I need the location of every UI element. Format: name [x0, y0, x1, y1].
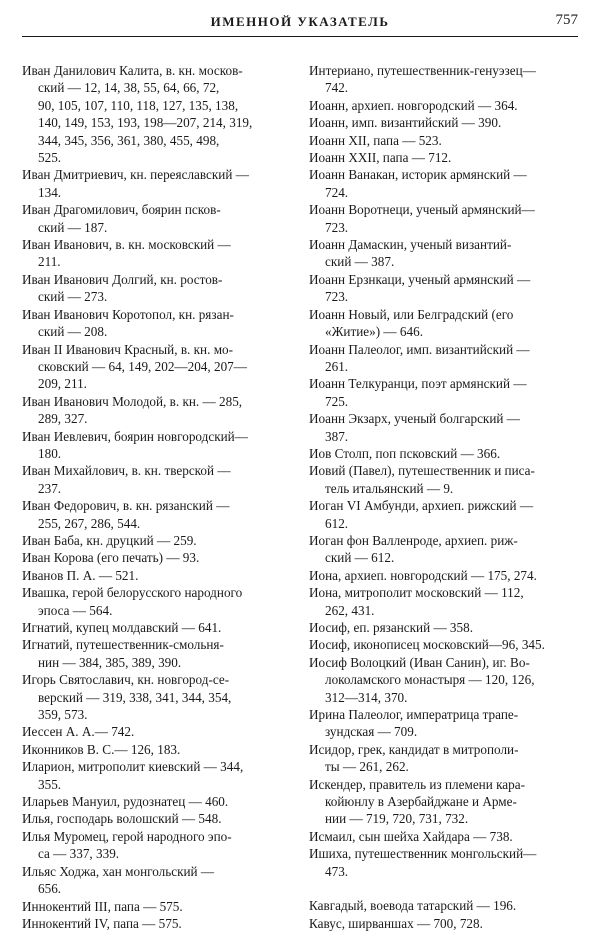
- index-entry: [22, 671, 294, 723]
- index-entry-line: Иван Данилович Калита, в. кн. москов-: [22, 63, 243, 78]
- index-entry: [309, 619, 581, 636]
- index-entry: [309, 462, 581, 497]
- index-entry-line: Иоанн Дамаскин, ученый византий-: [309, 237, 512, 253]
- index-entry: [309, 166, 581, 201]
- index-entry: [22, 462, 294, 497]
- index-entry: [22, 236, 294, 271]
- index-entry: [22, 62, 294, 166]
- page-number: 757: [555, 12, 578, 28]
- index-entry: [309, 636, 581, 653]
- index-entry-line: 355.: [38, 776, 62, 792]
- left-column: [22, 62, 294, 932]
- index-entry-line: Иван Иванович Коротопол, кн. рязан-: [22, 306, 234, 322]
- index-entry: [309, 497, 581, 532]
- index-entry: [22, 898, 294, 915]
- index-entry: [22, 741, 294, 758]
- index-entry-line: Иона, митрополит московский — 112,: [309, 585, 524, 601]
- index-entry: [22, 619, 294, 636]
- index-entry: [309, 567, 581, 584]
- index-entry-line: 525.: [38, 150, 62, 166]
- index-entry: [309, 706, 581, 741]
- index-entry: [22, 532, 294, 549]
- index-entry-line: 312—314, 370.: [325, 689, 408, 705]
- index-entry-line: Исидор, грек, кандидат в митрополи-: [309, 741, 519, 757]
- index-entry-line: Игорь Святославич, кн. новгород-се-: [22, 672, 230, 688]
- index-entry: [309, 532, 581, 567]
- index-entry: [309, 845, 581, 880]
- letter-section-gap: [309, 880, 581, 897]
- index-entry-line: эпоса — 564.: [38, 602, 113, 618]
- index-entry: [309, 306, 581, 341]
- index-entry: [309, 410, 581, 445]
- index-entry-line: Иван Корова (его печать) — 93.: [22, 550, 200, 566]
- index-entry: [22, 166, 294, 201]
- index-entry-line: Иконников В. С.— 126, 183.: [22, 741, 181, 757]
- index-entry-line: Илья, господарь волошский — 548.: [22, 811, 222, 827]
- index-entry-line: 211.: [38, 254, 61, 270]
- index-entry-line: Иессен А. А.— 742.: [22, 724, 135, 740]
- index-entry-line: 90, 105, 107, 110, 118, 127, 135, 138,: [38, 97, 239, 113]
- index-entry-line: Иоган фон Валленроде, архиеп. риж-: [309, 532, 518, 548]
- index-entry: [22, 271, 294, 306]
- index-entry: [309, 375, 581, 410]
- index-entry-line: нин — 384, 385, 389, 390.: [38, 654, 182, 670]
- index-entry: [309, 97, 581, 114]
- index-entry-line: Иоанн, архиеп. новгородский — 364.: [309, 97, 518, 113]
- index-entry: [309, 132, 581, 149]
- index-entry: [309, 236, 581, 271]
- index-entry-line: Иоанн Палеолог, имп. византийский —: [309, 341, 530, 357]
- index-entry-line: Иосиф Волоцкий (Иван Санин), иг. Во-: [309, 654, 530, 670]
- index-entry-line: ский — 612.: [325, 550, 395, 566]
- right-column: [309, 62, 581, 932]
- index-entry-line: Иоанн, имп. византийский — 390.: [309, 115, 502, 131]
- index-entry: [22, 341, 294, 393]
- index-entry: [309, 114, 581, 131]
- index-entry-line: Иван II Иванович Красный, в. кн. мо-: [22, 341, 234, 357]
- index-entry-line: локоламского монастыря — 120, 126,: [325, 672, 535, 688]
- index-entry-line: Ирина Палеолог, императрица трапе-: [309, 707, 519, 723]
- index-entry-line: 209, 211.: [38, 376, 87, 392]
- index-entry-line: 262, 431.: [325, 602, 375, 618]
- header-rule: [22, 36, 578, 37]
- index-entry-line: ский — 187.: [38, 219, 108, 235]
- index-entry-line: Иоанн Ванакан, историк армянский —: [309, 167, 527, 183]
- index-entry-line: 180.: [38, 445, 62, 461]
- index-entry: [22, 828, 294, 863]
- running-title: ИМЕННОЙ УКАЗАТЕЛЬ: [210, 14, 390, 29]
- index-entry-line: Иларьев Мануил, рудознатец — 460.: [22, 794, 229, 810]
- index-entry-line: 255, 267, 286, 544.: [38, 515, 141, 531]
- index-entry-line: 387.: [325, 428, 349, 444]
- index-entry-line: 261.: [325, 358, 349, 374]
- index-entry: [309, 897, 581, 914]
- index-entry-line: Иосиф, иконописец московский—96, 345.: [309, 637, 545, 653]
- index-entry-line: Иосиф, еп. рязанский — 358.: [309, 620, 474, 635]
- index-entry-line: Кавус, ширваншах — 700, 728.: [309, 915, 483, 931]
- index-entry-line: ты — 261, 262.: [325, 759, 409, 775]
- index-entry-line: 289, 327.: [38, 411, 88, 427]
- index-entry-line: 134.: [38, 184, 62, 200]
- index-entry-line: 237.: [38, 480, 62, 496]
- index-entry-line: Иван Баба, кн. друцкий — 259.: [22, 532, 197, 548]
- index-entry-line: 140, 149, 153, 193, 198—207, 214, 319,: [38, 115, 253, 131]
- index-entry-line: 473.: [325, 863, 349, 879]
- index-entry-line: ский — 12, 14, 38, 55, 64, 66, 72,: [38, 80, 220, 96]
- index-entry-line: Ишиха, путешественник монгольский—: [309, 846, 537, 862]
- index-entry: [22, 393, 294, 428]
- index-entry-line: «Житие») — 646.: [325, 324, 423, 340]
- index-entry-line: Иван Иванович, в. кн. московский —: [22, 237, 231, 253]
- index-entry-line: Искендер, правитель из племени кара-: [309, 776, 525, 792]
- index-entry-line: 742.: [325, 80, 349, 96]
- index-entry-line: Илья Муромец, герой народного эпо-: [22, 828, 232, 844]
- index-entry-line: Иовий (Павел), путешественник и писа-: [309, 463, 535, 479]
- index-entry-line: 723.: [325, 219, 349, 235]
- index-entry: [309, 654, 581, 706]
- index-entry: [309, 584, 581, 619]
- index-entry-line: Ивашка, герой белорусского народного: [22, 585, 243, 601]
- index-entry-line: Игнатий, путешественник-смольня-: [22, 637, 224, 653]
- index-entry: [309, 62, 581, 97]
- index-entry-line: Иоган VI Амбунди, архиеп. рижский —: [309, 498, 534, 514]
- index-entry-line: сковский — 64, 149, 202—204, 207—: [38, 358, 247, 374]
- index-entry-line: Иван Федорович, в. кн. рязанский —: [22, 498, 230, 514]
- index-entry-line: Интериано, путешественник-генуэзец—: [309, 63, 536, 78]
- index-entry-line: Иоанн Ерзнкаци, ученый армянский —: [309, 271, 531, 287]
- index-entry-line: 656.: [38, 881, 62, 897]
- index-entry-line: Иван Драгомилович, боярин псков-: [22, 202, 221, 218]
- index-entry-line: тель итальянский — 9.: [325, 480, 454, 496]
- index-entry-line: Иоанн Воротнеци, ученый армянский—: [309, 202, 535, 218]
- index-entry-line: Иннокентий III, папа — 575.: [22, 898, 183, 914]
- index-entry-line: 344, 345, 356, 361, 380, 455, 498,: [38, 132, 220, 148]
- index-entry-line: Иона, архиеп. новгородский — 175, 274.: [309, 567, 537, 583]
- index-entry-line: 612.: [325, 515, 349, 531]
- index-entry-line: са — 337, 339.: [38, 846, 120, 862]
- index-entry: [22, 723, 294, 740]
- index-entry-line: 723.: [325, 289, 349, 305]
- index-entry: [22, 810, 294, 827]
- index-entry-line: Иван Иевлевич, боярин новгородский—: [22, 428, 248, 444]
- index-entry: [22, 428, 294, 463]
- index-entry: [309, 201, 581, 236]
- index-entry: [309, 445, 581, 462]
- index-entry-line: Ильяс Ходжа, хан монгольский —: [22, 863, 215, 879]
- index-entry-line: Игнатий, купец молдавский — 641.: [22, 620, 222, 635]
- index-entry-line: Иван Михайлович, в. кн. тверской —: [22, 463, 231, 479]
- index-entry: [309, 271, 581, 306]
- index-entry-line: Иоанн Телкуранци, поэт армянский —: [309, 376, 527, 392]
- index-entry-line: Иоанн Новый, или Белградский (его: [309, 306, 514, 322]
- index-entry-line: Иван Иванович Молодой, в. кн. — 285,: [22, 393, 243, 409]
- index-entry-line: 724.: [325, 184, 349, 200]
- page-header: [22, 12, 578, 42]
- index-entry: [22, 306, 294, 341]
- index-entry: [22, 758, 294, 793]
- index-entry-line: зундская — 709.: [325, 724, 418, 740]
- index-entry: [309, 149, 581, 166]
- index-entry-line: Кавгадый, воевода татарский — 196.: [309, 898, 517, 914]
- index-entry: [22, 636, 294, 671]
- index-entry: [309, 828, 581, 845]
- index-entry: [22, 549, 294, 566]
- index-entry-line: Иннокентий IV, папа — 575.: [22, 915, 182, 931]
- index-entry: [22, 201, 294, 236]
- index-entry-line: Иван Дмитриевич, кн. переяславский —: [22, 167, 249, 183]
- index-entry: [309, 741, 581, 776]
- index-entry: [22, 497, 294, 532]
- index-entry: [22, 915, 294, 932]
- index-entry: [309, 915, 581, 932]
- index-entry-line: Иларион, митрополит киевский — 344,: [22, 759, 244, 775]
- index-entry-line: Исмаил, сын шейха Хайдара — 738.: [309, 828, 513, 844]
- index-entry-line: Иоанн Экзарх, ученый болгарский —: [309, 411, 520, 427]
- index-entry-line: 359, 573.: [38, 707, 88, 723]
- index-entry: [309, 341, 581, 376]
- index-entry-line: верский — 319, 338, 341, 344, 354,: [38, 689, 232, 705]
- index-entry: [22, 584, 294, 619]
- index-entry: [22, 567, 294, 584]
- index-entry-line: ский — 208.: [38, 324, 108, 340]
- index-entry-line: Иван Иванович Долгий, кн. ростов-: [22, 271, 223, 287]
- index-entry: [22, 793, 294, 810]
- index-entry-line: 725.: [325, 393, 349, 409]
- index-entry-line: Иванов П. А. — 521.: [22, 567, 139, 583]
- index-entry-line: койюнлу в Азербайджане и Арме-: [325, 794, 517, 810]
- index-entry-line: нии — 719, 720, 731, 732.: [325, 811, 469, 827]
- index-entry-line: ский — 387.: [325, 254, 395, 270]
- index-entry-line: ский — 273.: [38, 289, 108, 305]
- index-entry: [22, 863, 294, 898]
- index-entry-line: Иоанн XXII, папа — 712.: [309, 150, 452, 166]
- index-entry-line: Иов Столп, поп псковский — 366.: [309, 445, 501, 461]
- index-entry: [309, 776, 581, 828]
- index-entry-line: Иоанн XII, папа — 523.: [309, 132, 442, 148]
